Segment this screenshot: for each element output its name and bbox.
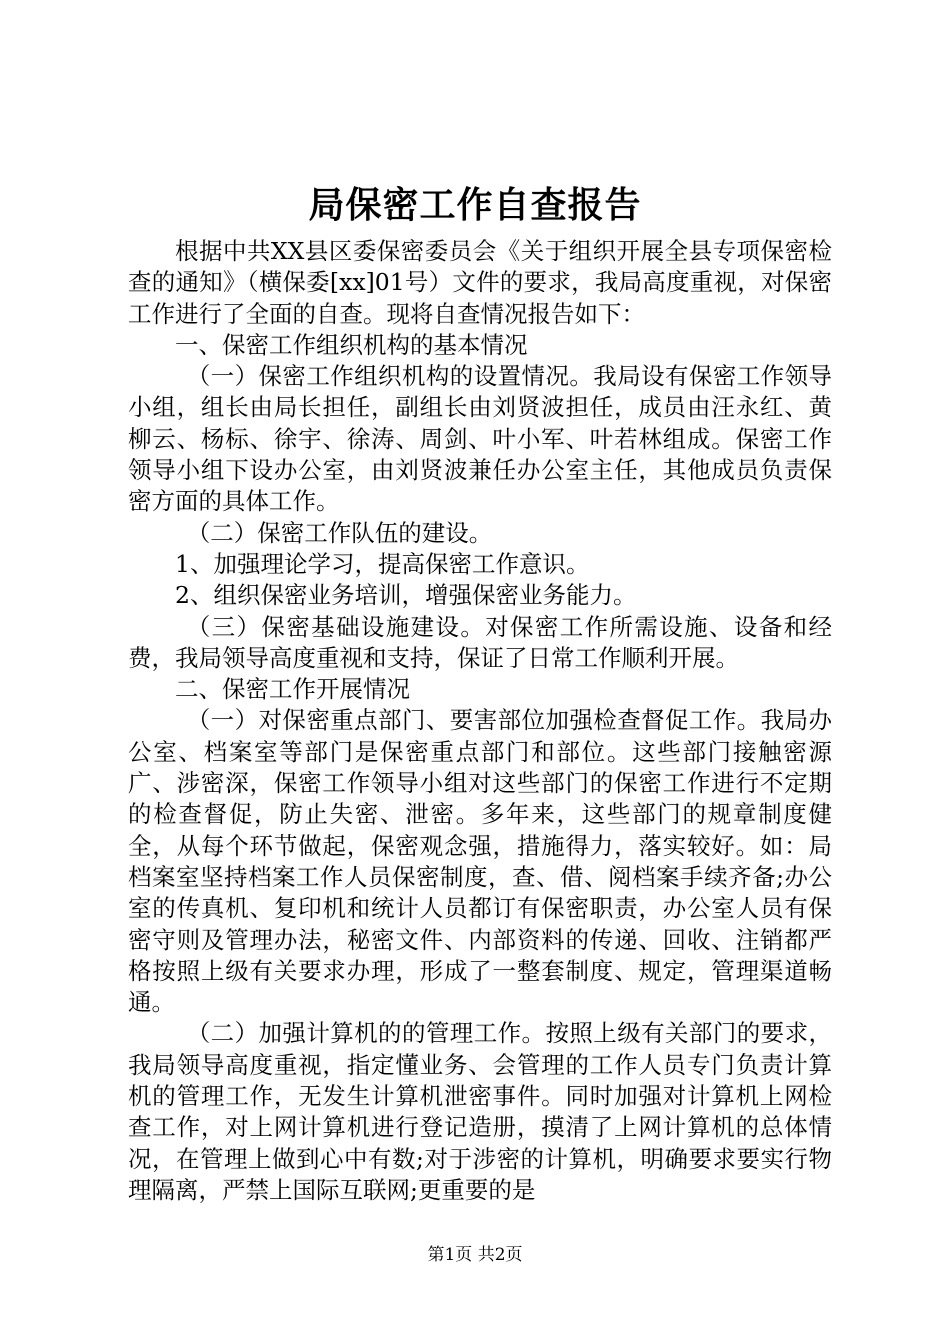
- paragraph-team-building: （二）保密工作队伍的建设。: [186, 518, 493, 547]
- heading-section-1: 一、保密工作组织机构的基本情况: [175, 330, 528, 359]
- paragraph-computer-management: （二）加强计算机的的管理工作。按照上级有关部门的要求，我局领导高度重视，指定懂业务、会管理的工作人员专门负责计算机的管理工作，无发生计算机泄密事件。同时加强对计算机上网检查工作，对上网计算机进行登记造册，摸清了上网计算机的总体情况，在管理上做到心中有数;对于涉密的计算机，明确要求要实行物理隔离，严禁上国际互联网;更重要的是: [128, 1019, 832, 1204]
- paragraph-key-departments: （一）对保密重点部门、要害部位加强检查督促工作。我局办公室、档案室等部门是保密重点部门和部位。这些部门接触密源广、涉密深，保密工作领导小组对这些部门的保密工作进行不定期的检查督促，防止失密、泄密。多年来，这些部门的规章制度健全，从每个环节做起，保密观念强，措施得力，落实较好。如：局档案室坚持档案工作人员保密制度，查、借、阅档案手续齐备;办公室的传真机、复印机和统计人员都订有保密职责，办公室人员有保密守则及管理办法，秘密文件、内部资料的传递、回收、注销都严格按照上级有关要求办理，形成了一整套制度、规定，管理渠道畅通。: [128, 706, 832, 1017]
- document-title: 局保密工作自查报告: [308, 184, 642, 226]
- paragraph-org-setup: （一）保密工作组织机构的设置情况。我局设有保密工作领导小组，组长由局长担任，副组长由刘贤波担任，成员由汪永红、黄柳云、杨标、徐宇、徐涛、周剑、叶小军、叶若林组成。保密工作领导小组下设办公室，由刘贤波兼任办公室主任，其他成员负责保密方面的具体工作。: [128, 362, 832, 516]
- list-item-training: 2、组织保密业务培训，增强保密业务能力。: [175, 581, 637, 610]
- document-body: [128, 236, 832, 1206]
- paragraph-intro: 根据中共XX县区委保密委员会《关于组织开展全县专项保密检查的通知》（横保委[xx]01号）文件的要求，我局高度重视，对保密工作进行了全面的自查。现将自查情况报告如下：: [128, 237, 832, 328]
- heading-section-2: 二、保密工作开展情况: [175, 675, 410, 704]
- paragraph-infrastructure: （三）保密基础设施建设。对保密工作所需设施、设备和经费，我局领导高度重视和支持，保证了日常工作顺利开展。: [128, 612, 832, 672]
- page-footer: 第1页 共2页: [427, 1245, 523, 1265]
- list-item-theory-study: 1、加强理论学习，提高保密工作意识。: [175, 549, 590, 578]
